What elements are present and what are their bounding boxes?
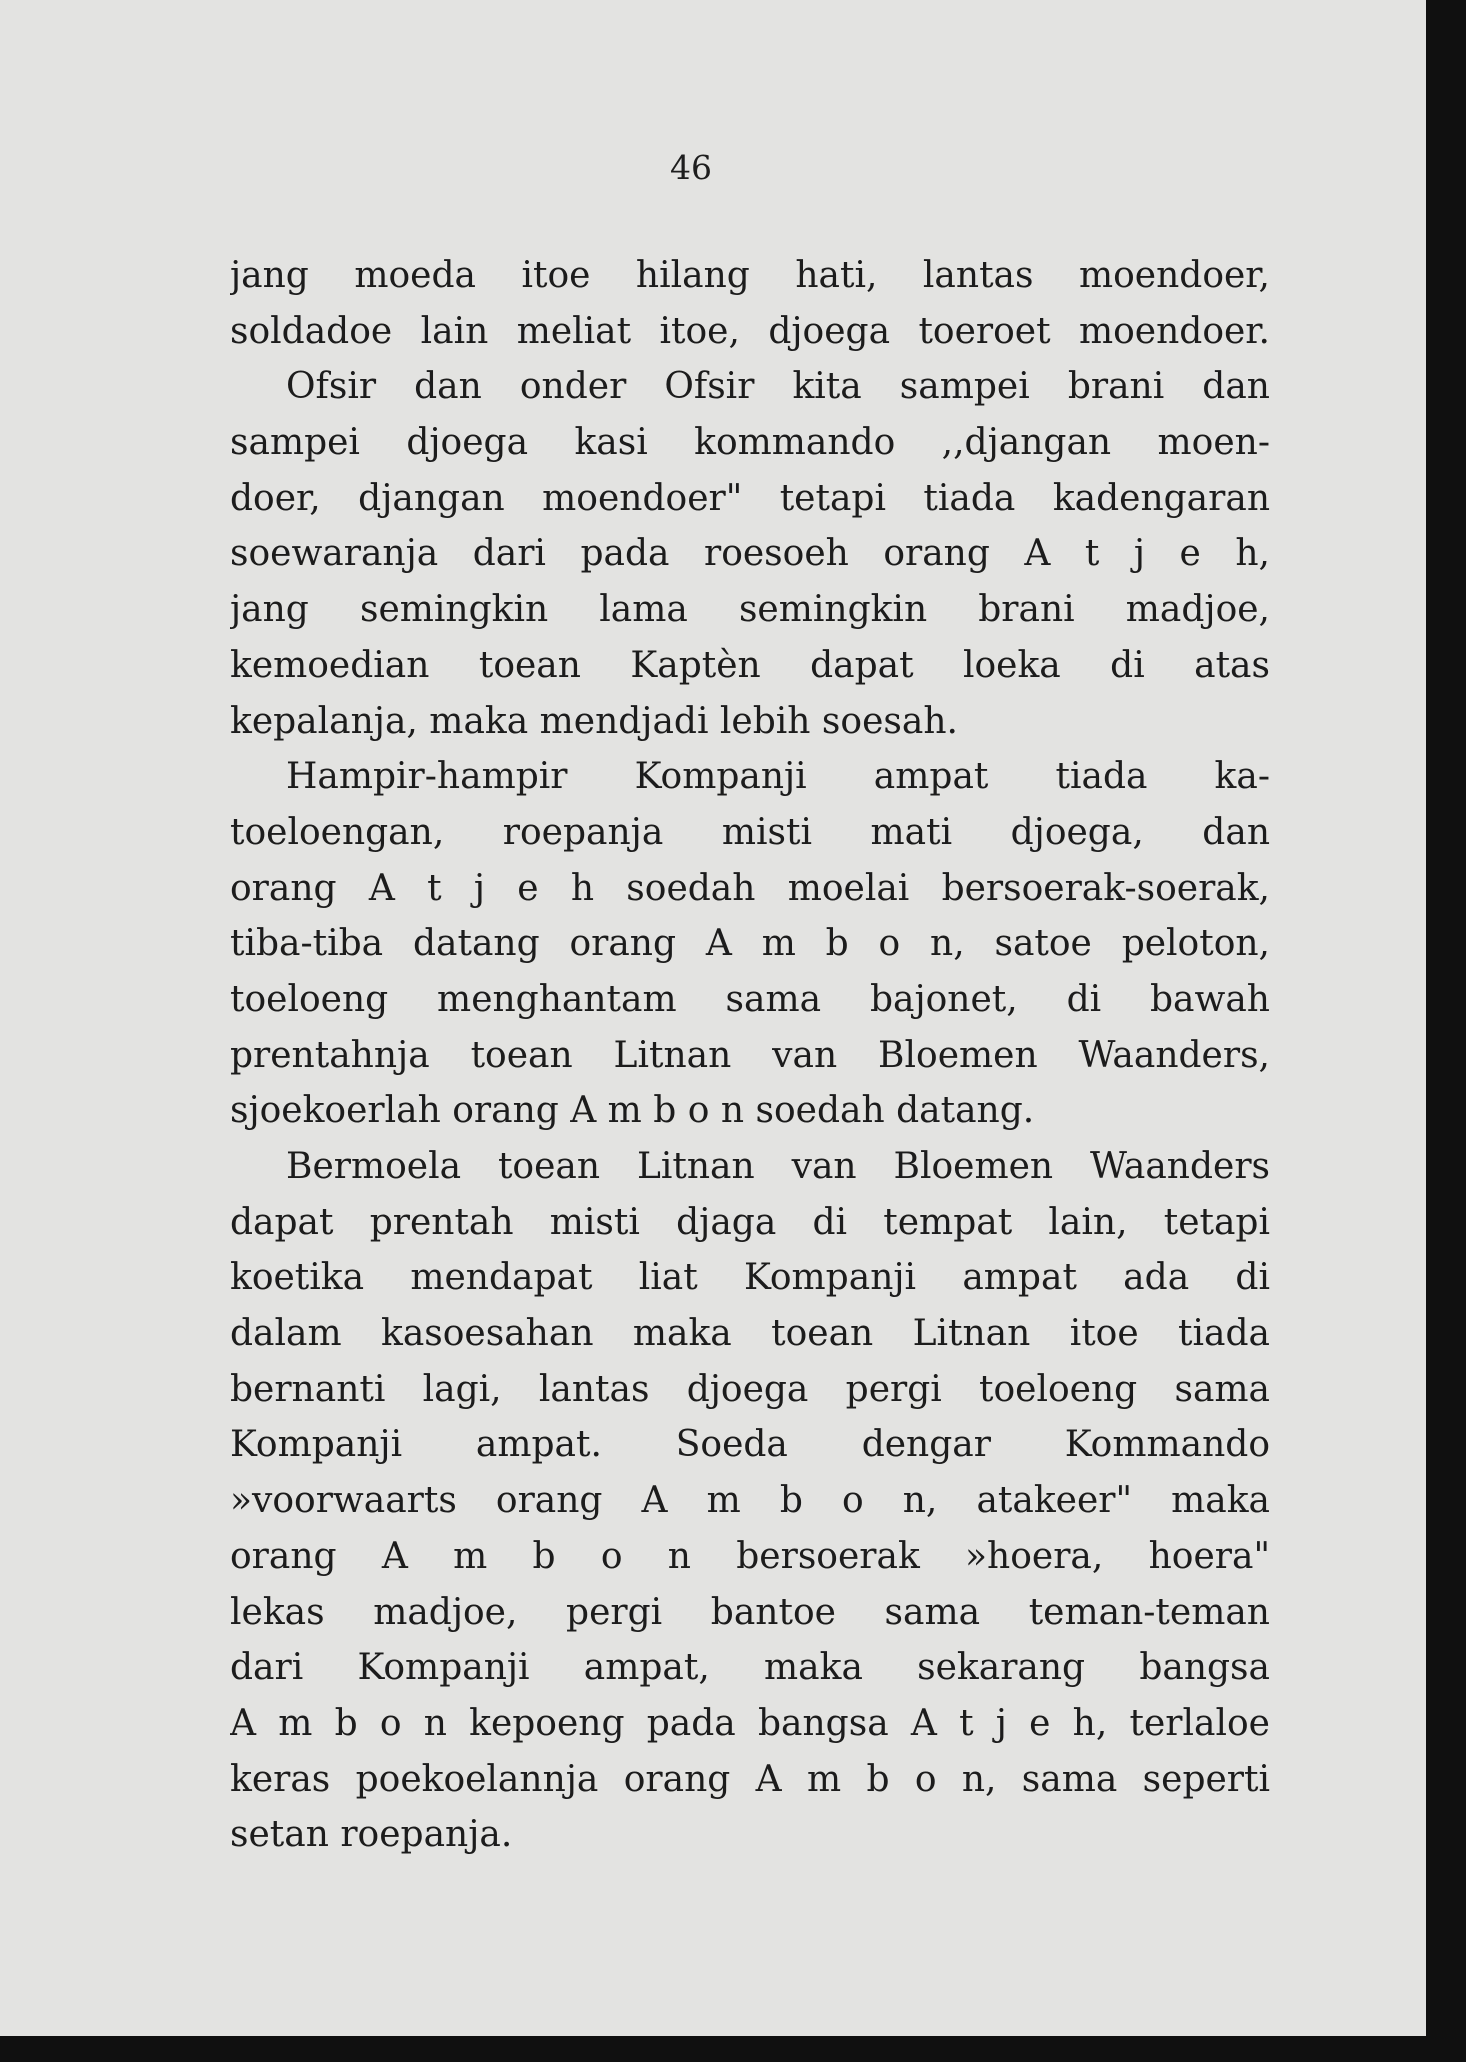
body-text	[230, 248, 1270, 1863]
text-line: orang A t j e h soedah moelai bersoerak-soerak,	[230, 867, 1270, 909]
text-line: setan roepanja.	[230, 1814, 513, 1856]
text-line: prentahnja toean Litnan van Bloemen Waanders,	[230, 1034, 1270, 1076]
text-line: orang A m b o n bersoerak »hoera, hoera"	[230, 1535, 1270, 1577]
text-line: toeloeng menghantam sama bajonet, di bawah	[230, 978, 1270, 1020]
text-line: soewaranja dari pada roesoeh orang A t j e h,	[230, 533, 1270, 575]
text-line: dapat prentah misti djaga di tempat lain, tetapi	[230, 1201, 1270, 1243]
text-line: A m b o n kepoeng pada bangsa A t j e h, terlaloe	[230, 1702, 1270, 1744]
text-line: toeloengan, roepanja misti mati djoega, dan	[230, 811, 1270, 853]
text-line: dari Kompanji ampat, maka sekarang bangsa	[230, 1647, 1270, 1689]
text-line: Ofsir dan onder Ofsir kita sampei brani dan	[286, 366, 1270, 408]
text-line: Hampir-hampir Kompanji ampat tiada ka-	[286, 756, 1270, 798]
text-line: kepalanja, maka mendjadi lebih soesah.	[230, 700, 958, 742]
text-line: Kompanji ampat. Soeda dengar Kommando	[230, 1424, 1270, 1466]
text-line: lekas madjoe, pergi bantoe sama teman-teman	[230, 1591, 1270, 1633]
page-number: 46	[670, 148, 712, 187]
text-line: dalam kasoesahan maka toean Litnan itoe tiada	[230, 1313, 1270, 1355]
text-line: bernanti lagi, lantas djoega pergi toeloeng sama	[230, 1368, 1270, 1410]
text-line: jang moeda itoe hilang hati, lantas moendoer,	[230, 255, 1270, 296]
text-line: jang semingkin lama semingkin brani madjoe,	[230, 589, 1270, 631]
text-line: »voorwaarts orang A m b o n, atakeer" maka	[230, 1480, 1270, 1522]
text-line: sampei djoega kasi kommando ,,djangan moen-	[230, 422, 1270, 464]
text-line: doer, djangan moendoer" tetapi tiada kadengaran	[230, 477, 1270, 519]
text-line: sjoekoerlah orang A m b o n soedah datang.	[230, 1090, 1035, 1132]
text-line: koetika mendapat liat Kompanji ampat ada di	[230, 1257, 1270, 1299]
text-line: kemoedian toean Kaptèn dapat loeka di atas	[230, 644, 1270, 686]
text-line: tiba-tiba datang orang A m b o n, satoe peloton,	[230, 923, 1270, 965]
text-line: keras poekoelannja orang A m b o n, sama seperti	[230, 1758, 1270, 1800]
text-line: Bermoela toean Litnan van Bloemen Waanders	[286, 1146, 1270, 1187]
text-line: soldadoe lain meliat itoe, djoega toeroet moendoer.	[230, 310, 1270, 352]
